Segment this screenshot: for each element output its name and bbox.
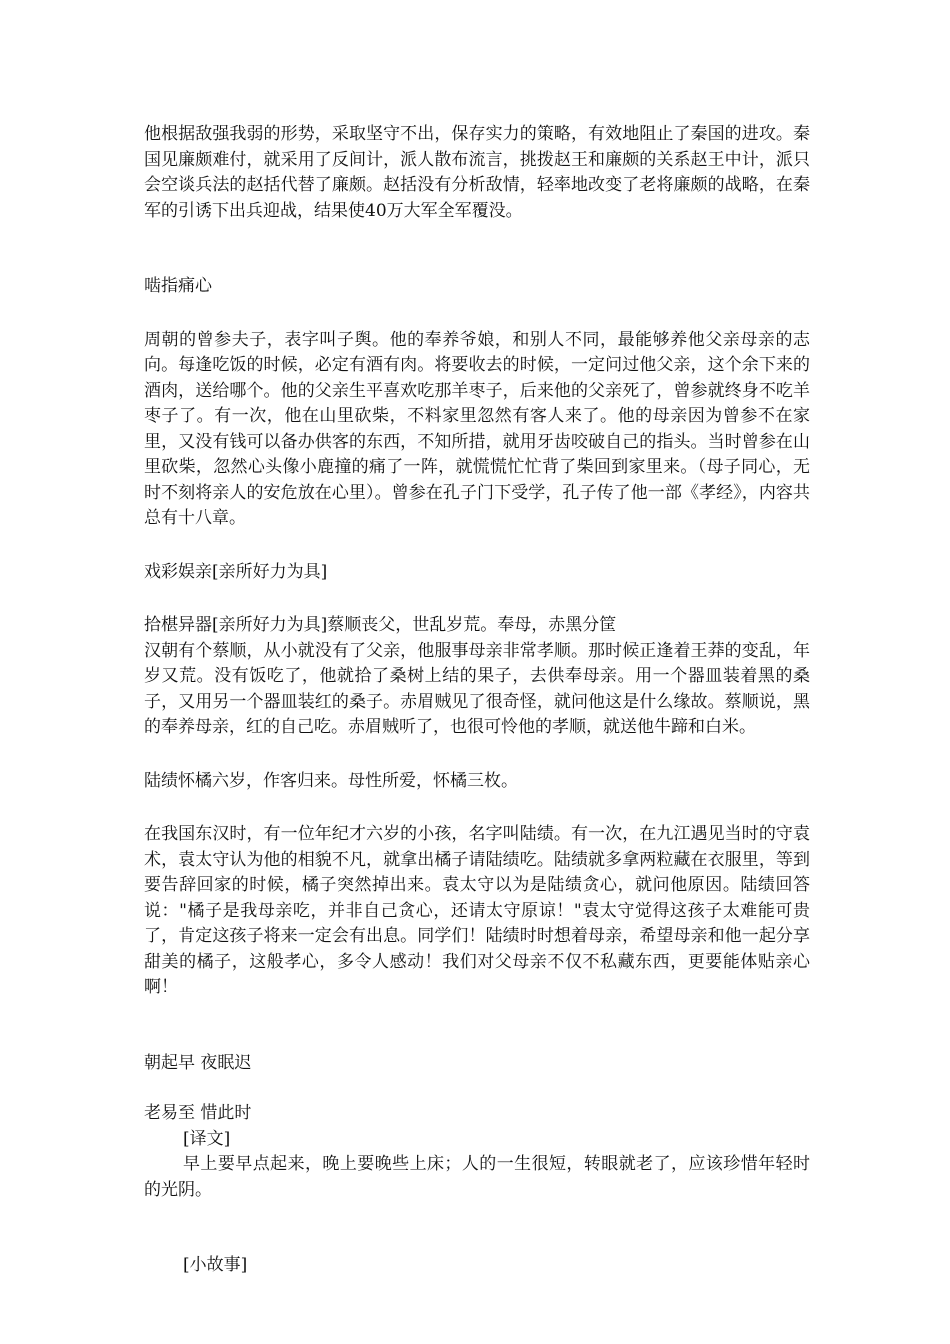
- verse-line-2: 老易至 惜此时: [144, 1103, 252, 1123]
- paragraph-zhao-kuo: 他根据敌强我弱的形势，采取坚守不出，保存实力的策略，有效地阻止了秦国的进攻。秦国见廉颇难付，就采用了反间计，派人散布流言，挑拨赵王和廉颇的关系赵王中计，派只会空谈兵法的赵括代替了廉颇。赵括没有分析敌情，轻率地改变了老将廉颇的战略，在秦军的引诱下出兵迎战，结果使40万大军全军覆没。: [144, 124, 810, 221]
- label-translation: [译文]: [183, 1128, 231, 1149]
- heading-xi-cai-yu-qin: 戏彩娱亲[亲所好力为具]: [144, 561, 328, 582]
- paragraph-translation: 早上要早点起来，晚上要晚些上床；人的一生很短，转眼就老了，应该珍惜年轻时的光阴。: [144, 1154, 810, 1200]
- heading-lu-ji-huai-ju: 陆绩怀橘六岁，作客归来。母性所爱，怀橘三枚。: [144, 770, 518, 791]
- document-page: [144, 122, 810, 1279]
- paragraph-cai-shun: 汉朝有个蔡顺，从小就没有了父亲，他服事母亲非常孝顺。那时候正逢着王莽的变乱，年岁又荒。没有饭吃了，他就拾了桑树上结的果子，去供奉母亲。用一个器皿装着黑的桑子，又用另一个器皿装红的桑子。赤眉贼见了很奇怪，就问他这是什么缘故。蔡顺说，黑的奉养母亲，红的自己吃。赤眉贼听了，也很可怜他的孝顺，就送他牛蹄和白米。: [144, 640, 810, 737]
- paragraph-zeng-can: 周朝的曾参夫子，表字叫子舆。他的奉养爷娘，和别人不同，最能够养他父亲母亲的志向。每逢吃饭的时候，必定有酒有肉。将要收去的时候，一定问过他父亲，这个余下来的酒肉，送给哪个。他的父亲生平喜欢吃那羊枣子，后来他的父亲死了，曾参就终身不吃羊枣子了。有一次，他在山里砍柴，不料家里忽然有客人来了。他的母亲因为曾参不在家里，又没有钱可以备办供客的东西，不知所措，就用牙齿咬破自己的指头。当时曾参在山里砍柴，忽然心头像小鹿撞的痛了一阵，就慌慌忙忙背了柴回到家里来。（母子同心，无时不刻将亲人的安危放在心里）。曾参在孔子门下受学，孔子传了他一部《孝经》，内容共总有十八章。: [144, 329, 810, 528]
- verse-line-1: 朝起早 夜眠迟: [144, 1052, 252, 1073]
- heading-shi-shen-yi-qi: 拾椹异器[亲所好力为具]蔡顺丧父，世乱岁荒。奉母，赤黑分筐: [144, 615, 617, 635]
- heading-nie-zhi-tong-xin: 啮指痛心: [144, 276, 212, 296]
- paragraph-lu-ji: 在我国东汉时，有一位年纪才六岁的小孩，名字叫陆绩。有一次，在九江遇见当时的守袁术，袁太守认为他的相貌不凡，就拿出橘子请陆绩吃。陆绩就多拿两粒藏在衣服里，等到要告辞回家的时候，橘子突然掉出来。袁太守以为是陆绩贪心，就问他原因。陆绩回答说："橘子是我母亲吃，并非自己贪心，还请太守原谅！"袁太守觉得这孩子太难能可贵了，肯定这孩子将来一定会有出息。同学们！陆绩时时想着母亲，希望母亲和他一起分享甜美的橘子，这般孝心，多令人感动！我们对父母亲不仅不私藏东西，更要能体贴亲心啊！: [144, 824, 810, 997]
- label-story: [小故事]: [183, 1255, 248, 1275]
